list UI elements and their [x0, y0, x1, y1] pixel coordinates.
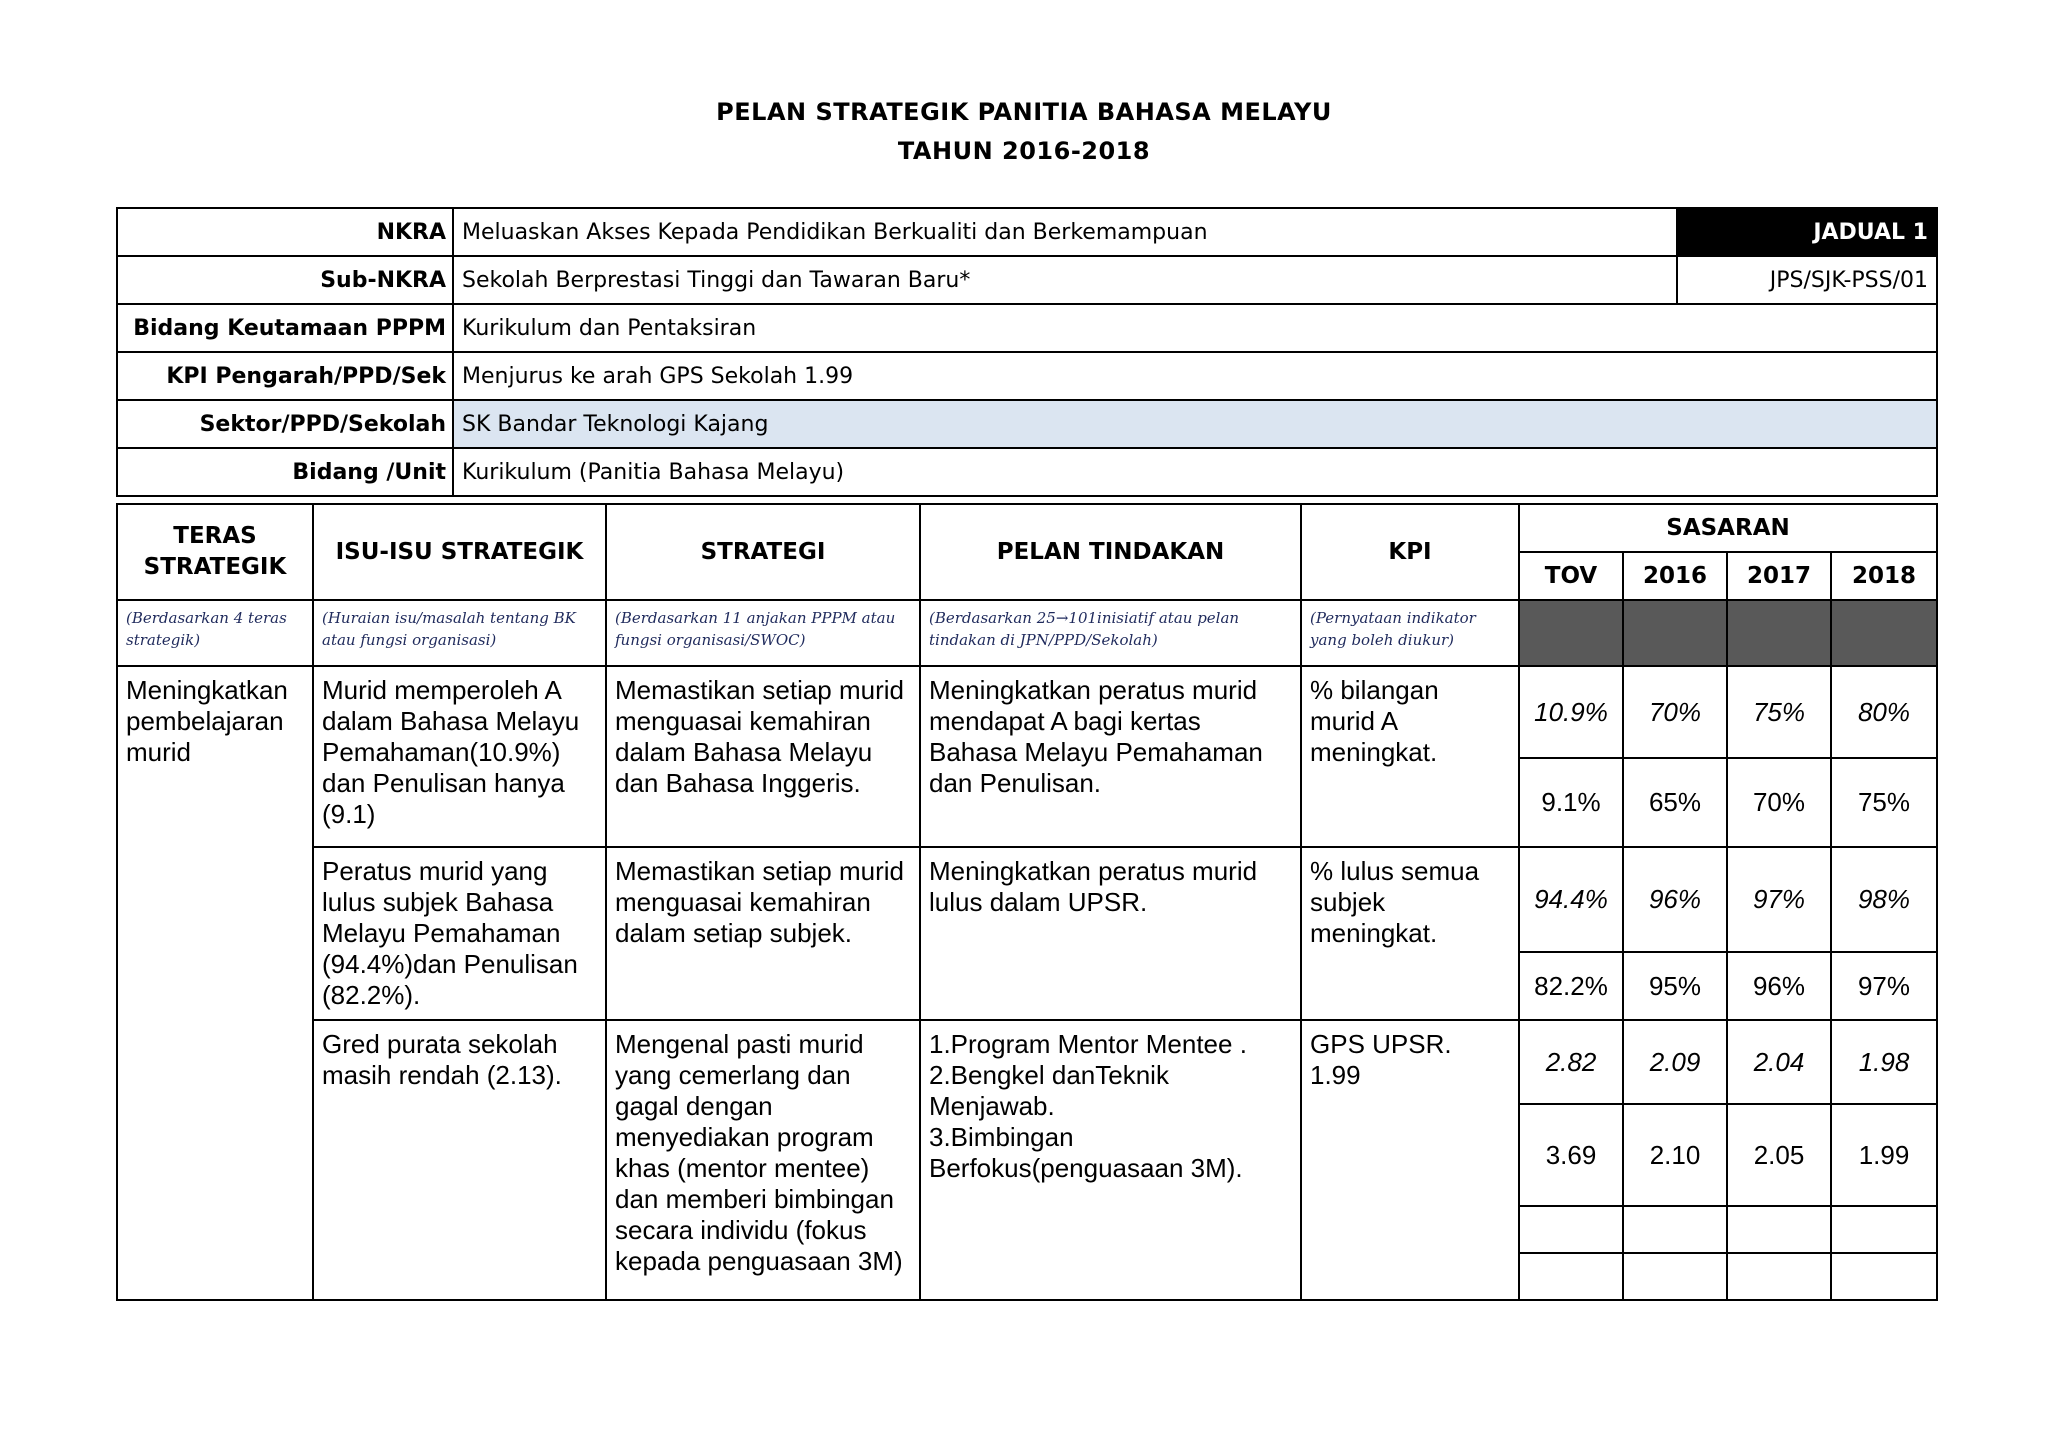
- info-row-unit: [117, 448, 1937, 496]
- target-2018: 1.99: [1831, 1104, 1937, 1206]
- unit-label: Bidang /Unit: [117, 448, 453, 496]
- isu-cell: Gred purata sekolah masih rendah (2.13).: [313, 1020, 606, 1300]
- nkra-label: NKRA: [117, 208, 453, 256]
- empty-target-cell: [1623, 1253, 1727, 1300]
- bidang-label: Bidang Keutamaan PPPM: [117, 304, 453, 352]
- empty-target-cell: [1831, 1206, 1937, 1253]
- target-2018: 75%: [1831, 758, 1937, 847]
- target-tov: 2.82: [1519, 1020, 1623, 1104]
- table-row: [117, 666, 1937, 758]
- empty-target-cell: [1519, 1253, 1623, 1300]
- isu-cell: Murid memperoleh A dalam Bahasa Melayu Pemahaman(10.9%) dan Penulisan hanya (9.1): [313, 666, 606, 847]
- info-row-bidang: [117, 304, 1937, 352]
- document-code: JPS/SJK-PSS/01: [1677, 256, 1937, 304]
- table-row: [117, 1020, 1937, 1104]
- target-2017: 75%: [1727, 666, 1831, 758]
- document-title: PELAN STRATEGIK PANITIA BAHASA MELAYU: [716, 98, 1332, 126]
- target-tov: 10.9%: [1519, 666, 1623, 758]
- target-2018: 98%: [1831, 847, 1937, 952]
- empty-target-cell: [1727, 1253, 1831, 1300]
- kpi-director-label: KPI Pengarah/PPD/Sek: [117, 352, 453, 400]
- info-row-sektor: [117, 400, 1937, 448]
- header-sasaran: SASARAN: [1519, 504, 1937, 552]
- teras-cell: Meningkatkan pembelajaran murid: [117, 666, 313, 1300]
- document-subtitle: TAHUN 2016-2018: [897, 137, 1151, 165]
- target-tov: 9.1%: [1519, 758, 1623, 847]
- bidang-value: Kurikulum dan Pentaksiran: [453, 304, 1937, 352]
- empty-target-cell: [1831, 1253, 1937, 1300]
- target-tov: 3.69: [1519, 1104, 1623, 1206]
- target-2017: 2.04: [1727, 1020, 1831, 1104]
- target-2018: 97%: [1831, 952, 1937, 1020]
- unit-value: Kurikulum (Panitia Bahasa Melayu): [453, 448, 1937, 496]
- target-2018: 80%: [1831, 666, 1937, 758]
- header-2018: 2018: [1831, 552, 1937, 600]
- target-2018: 1.98: [1831, 1020, 1937, 1104]
- target-2017: 97%: [1727, 847, 1831, 952]
- pelan-cell: Meningkatkan peratus murid lulus dalam UPSR.: [920, 847, 1301, 1020]
- target-2016: 96%: [1623, 847, 1727, 952]
- hint-pelan: (Berdasarkan 25→101inisiatif atau pelan tindakan di JPN/PPD/Sekolah): [920, 600, 1301, 666]
- kpi-cell: % bilangan murid A meningkat.: [1301, 666, 1519, 847]
- pelan-line: 1.Program Mentor Mentee .: [929, 1029, 1247, 1059]
- kpi-line: 1.99: [1310, 1060, 1361, 1090]
- jadual-badge: JADUAL 1: [1677, 208, 1937, 256]
- hint-row: [117, 600, 1937, 666]
- empty-target-cell: [1623, 1206, 1727, 1253]
- isu-cell: Peratus murid yang lulus subjek Bahasa Melayu Pemahaman (94.4%)dan Penulisan (82.2%).: [313, 847, 606, 1020]
- nkra-value: Meluaskan Akses Kepada Pendidikan Berkualiti dan Berkemampuan: [453, 208, 1677, 256]
- header-pelan: PELAN TINDAKAN: [920, 504, 1301, 600]
- info-table: [116, 207, 1938, 497]
- shaded-cell: [1727, 600, 1831, 666]
- empty-target-cell: [1727, 1206, 1831, 1253]
- target-2016: 2.09: [1623, 1020, 1727, 1104]
- header-tov: TOV: [1519, 552, 1623, 600]
- header-2016: 2016: [1623, 552, 1727, 600]
- target-2017: 2.05: [1727, 1104, 1831, 1206]
- target-2016: 2.10: [1623, 1104, 1727, 1206]
- sektor-label: Sektor/PPD/Sekolah: [117, 400, 453, 448]
- kpi-cell: % lulus semua subjek meningkat.: [1301, 847, 1519, 1020]
- hint-isu: (Huraian isu/masalah tentang BK atau fungsi organisasi): [313, 600, 606, 666]
- target-2017: 96%: [1727, 952, 1831, 1020]
- target-2016: 95%: [1623, 952, 1727, 1020]
- strategi-cell: Memastikan setiap murid menguasai kemahiran dalam Bahasa Melayu dan Bahasa Inggeris.: [606, 666, 920, 847]
- subnkra-value: Sekolah Berprestasi Tinggi dan Tawaran Baru*: [453, 256, 1677, 304]
- kpi-director-value: Menjurus ke arah GPS Sekolah 1.99: [453, 352, 1937, 400]
- hint-teras: (Berdasarkan 4 teras strategik): [117, 600, 313, 666]
- pelan-cell: Meningkatkan peratus murid mendapat A bagi kertas Bahasa Melayu Pemahaman dan Penulisan.: [920, 666, 1301, 847]
- strategi-cell: Memastikan setiap murid menguasai kemahiran dalam setiap subjek.: [606, 847, 920, 1020]
- table-row: [117, 847, 1937, 952]
- shaded-cell: [1831, 600, 1937, 666]
- pelan-cell: [920, 1020, 1301, 1300]
- empty-target-cell: [1519, 1206, 1623, 1253]
- kpi-cell: [1301, 1020, 1519, 1300]
- target-tov: 94.4%: [1519, 847, 1623, 952]
- hint-kpi: (Pernyataan indikator yang boleh diukur): [1301, 600, 1519, 666]
- sektor-value: SK Bandar Teknologi Kajang: [453, 400, 1937, 448]
- strategi-cell: Mengenal pasti murid yang cemerlang dan gagal dengan menyediakan program khas (mentor mentee) dan memberi bimbingan secara individu (fokus kepada penguasaan 3M): [606, 1020, 920, 1300]
- target-tov: 82.2%: [1519, 952, 1623, 1020]
- shaded-cell: [1623, 600, 1727, 666]
- subnkra-label: Sub-NKRA: [117, 256, 453, 304]
- header-row: [117, 504, 1937, 552]
- info-row-nkra: [117, 208, 1937, 256]
- target-2017: 70%: [1727, 758, 1831, 847]
- hint-strategi: (Berdasarkan 11 anjakan PPPM atau fungsi organisasi/SWOC): [606, 600, 920, 666]
- target-2016: 65%: [1623, 758, 1727, 847]
- shaded-cell: [1519, 600, 1623, 666]
- target-2016: 70%: [1623, 666, 1727, 758]
- kpi-line: GPS UPSR.: [1310, 1029, 1452, 1059]
- strategic-plan-table: [116, 503, 1938, 1301]
- header-isu: ISU-ISU STRATEGIK: [313, 504, 606, 600]
- info-row-kpi: [117, 352, 1937, 400]
- header-2017: 2017: [1727, 552, 1831, 600]
- header-strategi: STRATEGI: [606, 504, 920, 600]
- header-teras: TERAS STRATEGIK: [117, 504, 313, 600]
- pelan-line: 3.Bimbingan Berfokus(penguasaan 3M).: [929, 1122, 1243, 1183]
- info-row-subnkra: [117, 256, 1937, 304]
- header-kpi: KPI: [1301, 504, 1519, 600]
- pelan-line: 2.Bengkel danTeknik Menjawab.: [929, 1060, 1169, 1121]
